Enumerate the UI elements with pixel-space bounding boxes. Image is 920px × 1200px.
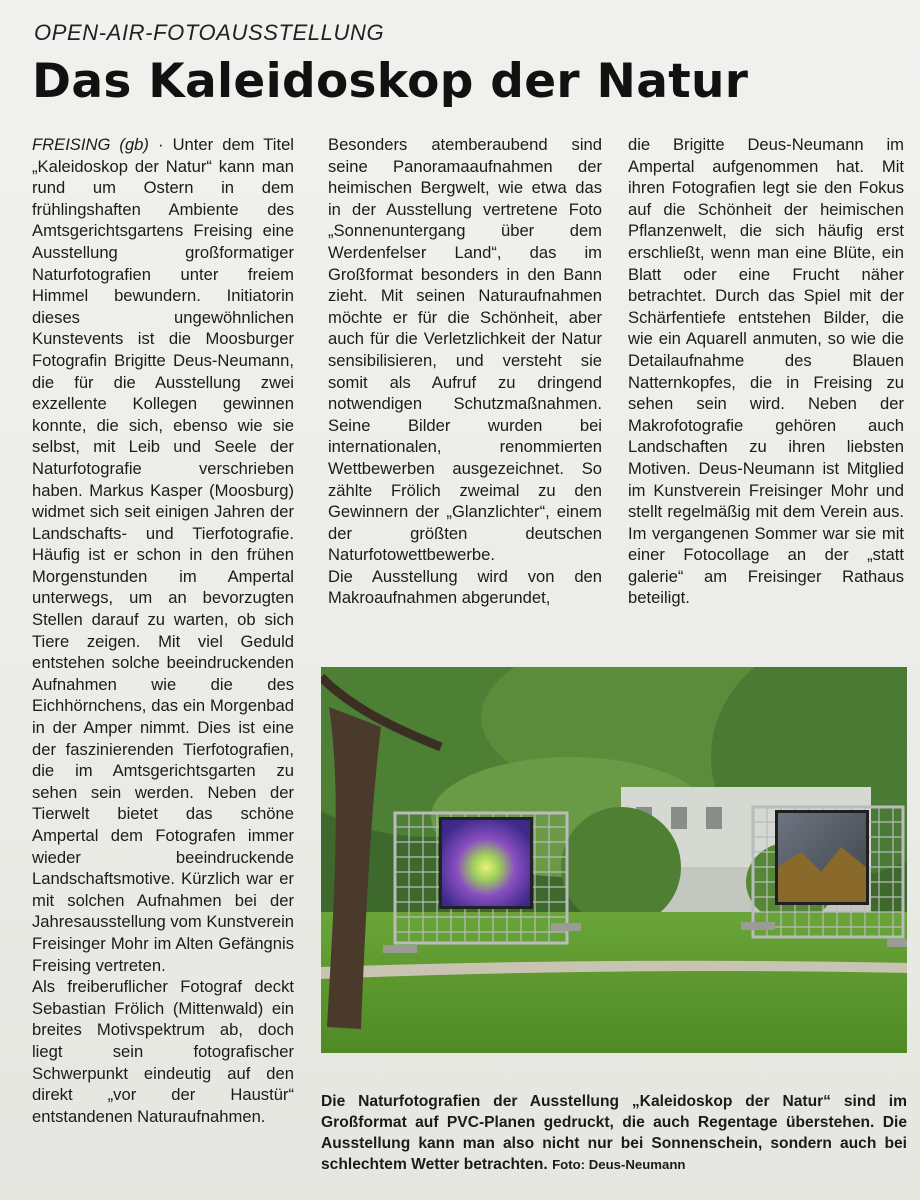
dateline-separator: · — [148, 135, 173, 154]
article-column-1 — [32, 134, 294, 1127]
article-column-2 — [328, 134, 602, 609]
paragraph-makro: Die Ausstellung wird von den Makroaufnahmen abgerundet, — [328, 566, 602, 608]
paragraph-deus-neumann: die Brigitte Deus-Neumann im Ampertal aufgenommen hat. Mit ihren Fotografien legt sie den Fokus auf die Schönheit der heimischen Pflanzenwelt, die sich häufig erst erschließt, wenn man eine Blüte, ein Blatt oder eine Frucht näher betrachtet. Durch das Spiel mit der Schärfentiefe entstehen Bilder, die wie ein Aquarell anmuten, so wie die Detailaufnahme des Blauen Natternkopfes, die in Freising zu sehen sein wird. Neben der Makrofotografie gehören auch Landschaften zu ihren liebsten Motiven. Deus-Neumann ist Mitglied im Kunstverein Freisinger Mohr und stellt regelmäßig mit dem Verein aus. Im vergangenen Sommer war sie mit einer Fotocollage an der „statt galerie“ am Freisinger Rathaus beteiligt. — [628, 135, 904, 608]
exhibition-photo-illustration — [321, 667, 907, 1053]
caption-text: Die Naturfotografien der Ausstellung „Kaleidoskop der Natur“ sind im Großformat auf PVC-Planen gedruckt, die auch Regentage überstehen. Die Ausstellung kann man also nicht nur bei Sonnenschein, sondern auch bei schlechtem Wetter betrachten. — [321, 1093, 907, 1173]
paragraph-froelich: Als freiberuflicher Fotograf deckt Sebastian Frölich (Mittenwald) ein breites Motivspektrum ab, doch liegt sein fotografischer Schwerpunkt eindeutig auf den direkt „vor der Haustür“ entstandenen Naturaufnahmen. — [32, 977, 294, 1126]
photo-credit: Foto: Deus-Neumann — [552, 1157, 686, 1172]
paragraph-intro-text: Unter dem Titel „Kaleidoskop der Natur“ kann man rund um Ostern in dem frühlingshaften Ambiente des Amtsgerichtsgartens Freising eine Ausstellung großformatiger Naturfotografien unter freiem Himmel bewundern. Initiatorin dieses ungewöhnlichen Kunstevents ist die Moosburger Fotografin Brigitte Deus-Neumann, die für die Ausstellung zwei exzellente Kollegen gewinnen konnte, die sich, ebenso wie sie selbst, mit Leib und Seele der Naturfotografie verschrieben haben. Markus Kasper (Moosburg) widmet sich seit einigen Jahren der Landschafts- und Tierfotografie. Häufig ist er schon in den frühen Morgenstunden im Ampertal unterwegs, um an bevorzugten Stellen darauf zu warten, ob sich Tiere zeigen. Mit viel Geduld entstehen solche beeindruckenden Aufnahmen wie die des Eichhörnchens, das ein Morgenbad in der Amper nimmt. Dies ist eine der faszinierenden Tierfotografien, die im Amtsgerichtsgarten zu sehen sein werden. Neben der Tierwelt bietet das schöne Ampertal dem Fotografen immer wieder beeindruckende Landschaftsmotive. Kürzlich war er mit solchen Aufnahmen bei der Jahresausstellung vom Kunstverein Freisinger Mohr im Alten Gefängnis Freising vertreten. — [32, 135, 294, 975]
exhibit-print-flower — [442, 820, 530, 906]
article-kicker: OPEN-AIR-FOTOAUSSTELLUNG — [34, 20, 385, 45]
dateline: FREISING (gb) — [32, 135, 149, 154]
paragraph-panorama: Besonders atemberaubend sind seine Panoramaaufnahmen der heimischen Bergwelt, wie etwa das in der Ausstellung vertretene Foto „Sonnenuntergang über dem Werdenfelser Land“, das im Großformat besonders in den Bann zieht. Mit seinen Naturaufnahmen möchte er für die Schönheit, aber auch für die Verletzlichkeit der Natur sensibilisieren, und versteht sie somit als Aufruf zu dringend notwendigen Schutzmaßnahmen. Seine Bilder wurden bei internationalen, renommierten Wettbewerben ausgezeichnet. So zählte Frölich zweimal zu den Gewinnern der „Glanzlichter“, einem der größten deutschen Naturfotowettbewerbe. — [328, 135, 602, 565]
paragraph-intro — [32, 134, 294, 976]
exhibition-photo — [321, 667, 907, 1053]
article-headline: Das Kaleidoskop der Natur — [32, 54, 749, 109]
article-column-3 — [628, 134, 904, 609]
photo-caption — [321, 1091, 907, 1175]
